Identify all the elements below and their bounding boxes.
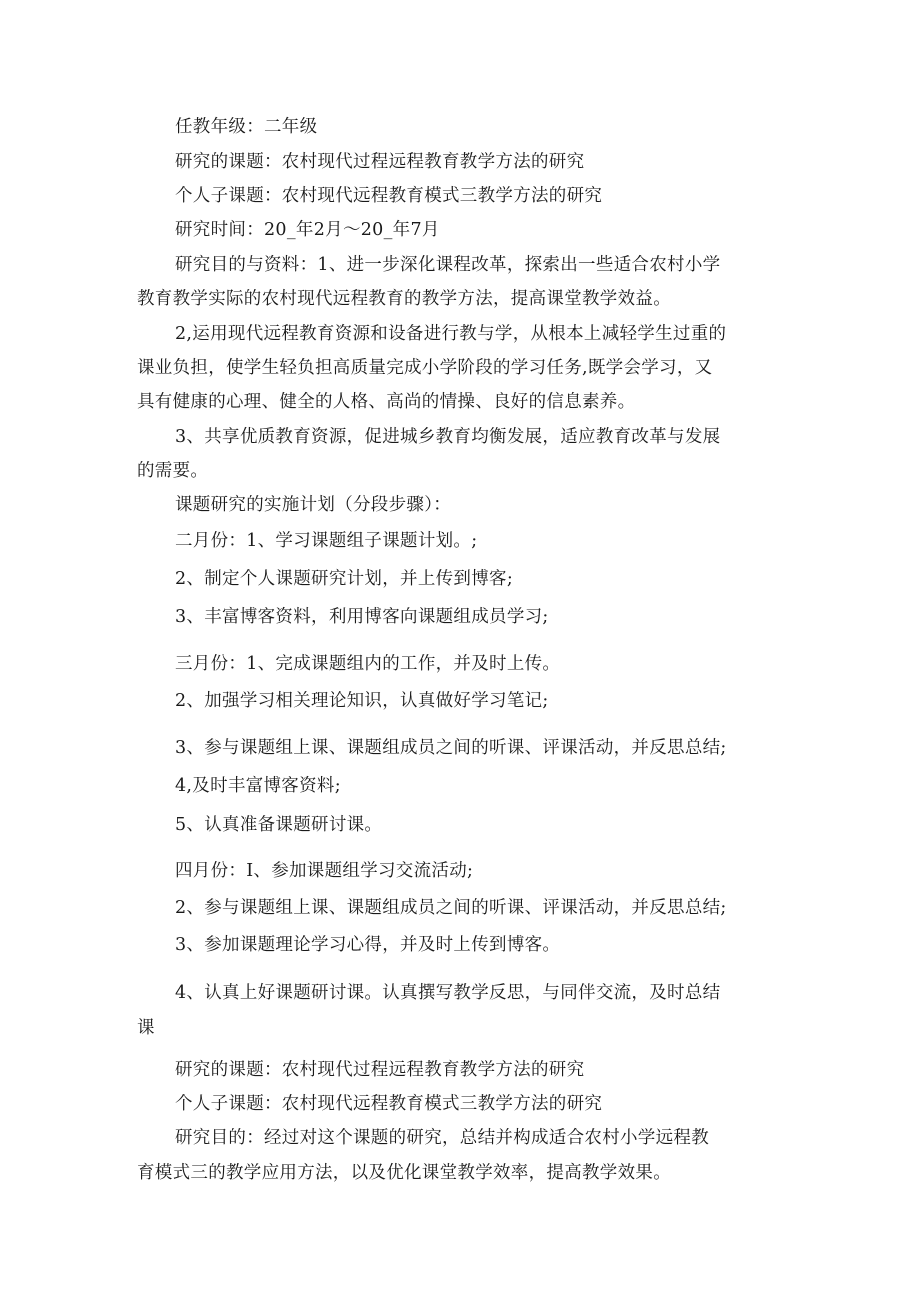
feb-item-2: 2、制定个人课题研究计划，并上传到博客; [175,569,514,589]
mar-item-1: 三月份：1、完成课题组内的工作，并及时上传。 [175,654,561,674]
subtopic-line: 个人子课题：农村现代远程教育模式三教学方法的研究 [175,186,603,206]
apr-item-3: 3、参加课题理论学习心得，并及时上传到博客。 [175,935,561,955]
purpose-item3-line-1: 3、共享优质教育资源，促进城乡教育均衡发展，适应教育改革与发展 [175,427,721,447]
purpose-line-2: 教育教学实际的农村现代远程教育的教学方法，提高课堂教学效益。 [137,289,671,309]
feb-item-3: 3、丰富博客资料，利用博客向课题组成员学习; [175,607,549,627]
apr-item-1: 四月份：I、参加课题组学习交流活动; [175,861,474,881]
topic-line: 研究的课题：农村现代过程远程教育教学方法的研究 [175,152,585,172]
mar-item-3: 3、参与课题组上课、课题组成员之间的听课、评课活动，并反思总结; [175,738,727,758]
subtopic-line-repeat: 个人子课题：农村现代远程教育模式三教学方法的研究 [175,1094,603,1114]
feb-item-1: 二月份：1、学习课题组子课题计划。; [175,531,478,551]
research-purpose-line-1: 研究目的：经过对这个课题的研究，总结并构成适合农村小学远程教 [175,1128,709,1148]
purpose-item2-line-2: 课业负担，使学生轻负担高质量完成小学阶段的学习任务,既学会学习，又 [137,358,713,378]
topic-line-repeat: 研究的课题：农村现代过程远程教育教学方法的研究 [175,1060,585,1080]
mar-item-4: 4,及时丰富博客资料; [175,776,341,796]
time-line: 研究时间：20_年2月～20_年7月 [175,220,440,240]
apr-item-4-line-2: 课 [137,1018,155,1038]
plan-heading: 课题研究的实施计划（分段步骤）： [175,495,452,515]
mar-item-5: 5、认真准备课题研讨课。 [175,815,383,835]
apr-item-2: 2、参与课题组上课、课题组成员之间的听课、评课活动，并反思总结; [175,898,727,918]
purpose-line-1: 研究目的与资料：1、进一步深化课程改革，探索出一些适合农村小学 [175,255,721,275]
purpose-item2-line-3: 具有健康的心理、健全的人格、高尚的情操、良好的信息素养。 [137,392,636,412]
grade-line: 任教年级：二年级 [175,117,318,137]
research-purpose-line-2: 育模式三的教学应用方法，以及优化课堂教学效率，提高教学效果。 [137,1163,671,1183]
apr-item-4-line-1: 4、认真上好课题研讨课。认真撰写教学反思，与同伴交流，及时总结 [175,983,721,1003]
purpose-item2-line-1: 2,运用现代远程教育资源和设备进行教与学，从根本上减轻学生过重的 [175,324,727,344]
purpose-item3-line-2: 的需要。 [137,461,209,481]
mar-item-2: 2、加强学习相关理论知识，认真做好学习笔记; [175,691,549,711]
